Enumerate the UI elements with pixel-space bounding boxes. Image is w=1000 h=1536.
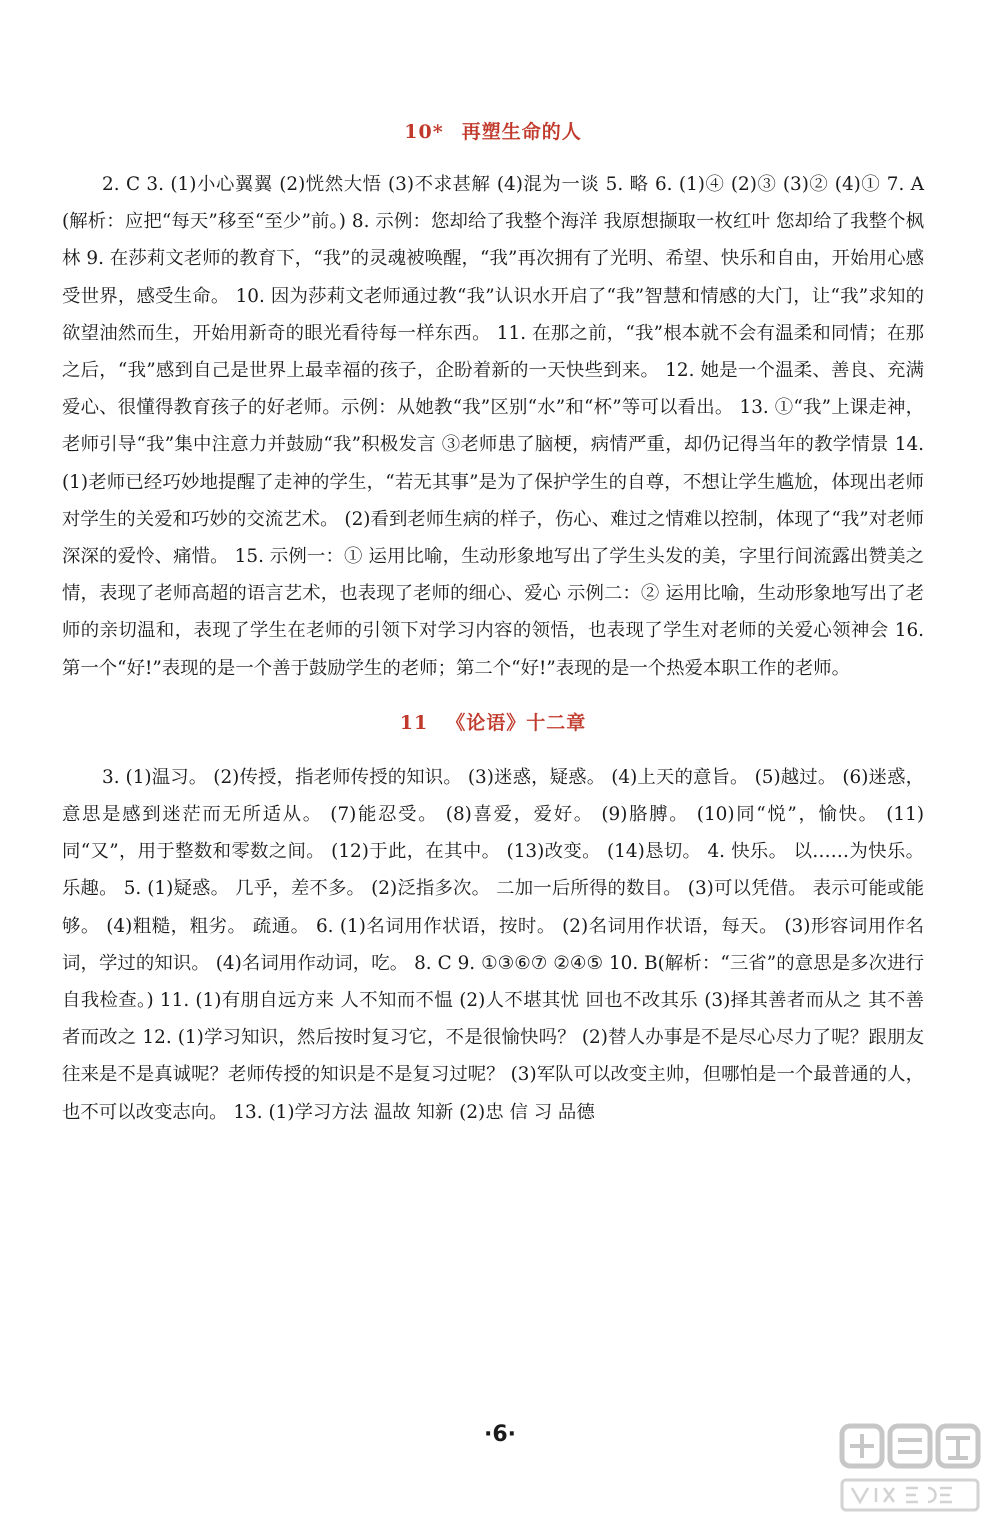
section-10-answers: 2. C 3. (1)小心翼翼 (2)恍然大悟 (3)不求甚解 (4)混为一谈 5. 略 6. (1)④ (2)③ (3)② (4)① 7. A(解析：应把“每天”移至“至少”前。) 8. 示例：您却给了我整个海洋 我原想撷取一枚红叶 您却给了我整个枫林 9. 在莎莉文老师的教育下，“我”的灵魂被唤醒，“我”再次拥有了光明、希望、快乐和自由，开始用心感受世界，感受生命。 10. 因为莎莉文老师通过教“我”认识水开启了“我”智慧和情感的大门，让“我”求知的欲望油然而生，开始用新奇的眼光看待每一样东西。 11. 在那之前，“我”根本就不会有温柔和同情；在那之后，“我”感到自己是世界上最幸福的孩子，企盼着新的一天快些到来。 12. 她是一个温柔、善良、充满爱心、很懂得教育孩子的好老师。示例：从她教“我”区别“水”和“杯”等可以看出。 13. ①“我”上课走神，老师引导“我”集中注意力并鼓励“我”积极发言 ③老师患了脑梗，病情严重，却仍记得当年的教学情景 14. (1)老师已经巧妙地提醒了走神的学生，“若无其事”是为了保护学生的自尊，不想让学生尴尬，体现出老师对学生的关爱和巧妙的交流艺术。 (2)看到老师生病的样子，伤心、难过之情难以控制，体现了“我”对老师深深的爱怜、痛惜。 15. 示例一：① 运用比喻，生动形象地写出了学生头发的美，字里行间流露出赞美之情，表现了老师高超的语言艺术，也表现了老师的细心、爱心 示例二：② 运用比喻，生动形象地写出了老师的亲切温和，表现了学生在老师的引领下对学习内容的领悟，也表现了学生对老师的关爱心领神会 16. 第一个“好!”表现的是一个善于鼓励学生的老师；第二个“好!”表现的是一个热爱本职工作的老师。 — [62, 174, 924, 679]
section-heading: 《论语》十二章 — [446, 711, 587, 734]
section-11-answers: 3. (1)温习。 (2)传授，指老师传授的知识。 (3)迷惑，疑惑。 (4)上天的意旨。 (5)越过。 (6)迷惑，意思是感到迷茫而无所适从。 (7)能忍受。 (8)喜爱，爱好。 (9)胳膊。 (10)同“悦”，愉快。 (11)同“又”，用于整数和零数之间。 (12)于此，在其中。 (13)改变。 (14)恳切。 4. 快乐。 以……为快乐。 乐趣。 5. (1)疑惑。 几乎，差不多。 (2)泛指多次。 二加一后所得的数目。 (3)可以凭借。 表示可能或能够。 (4)粗糙，粗劣。 疏通。 6. (1)名词用作状语，按时。 (2)名词用作状语，每天。 (3)形容词用作名词，学过的知识。 (4)名词用作动词，吃。 8. C 9. ①③⑥⑦ ②④⑤ 10. B(解析：“三省”的意思是多次进行自我检查。) 11. (1)有朋自远方来 人不知而不愠 (2)人不堪其忧 回也不改其乐 (3)择其善者而从之 其不善者而改之 12. (1)学习知识，然后按时复习它，不是很愉快吗？ (2)替人办事是不是尽心尽力了呢？跟朋友往来是不是真诚呢？老师传授的知识是不是复习过呢？ (3)军队可以改变主帅，但哪怕是一个最普通的人，也不可以改变志向。 13. (1)学习方法 温故 知新 (2)忠 信 习 品德 — [62, 766, 924, 1123]
watermark-logo-icon — [836, 1416, 986, 1526]
section-title-11 — [62, 709, 924, 737]
answer-page — [62, 118, 924, 1131]
section-title-10 — [62, 118, 924, 146]
section-number: 10* — [404, 121, 444, 143]
page-number: ·6· — [483, 1422, 517, 1447]
section-heading: 再塑生命的人 — [461, 121, 582, 143]
section-number: 11 — [399, 711, 429, 734]
